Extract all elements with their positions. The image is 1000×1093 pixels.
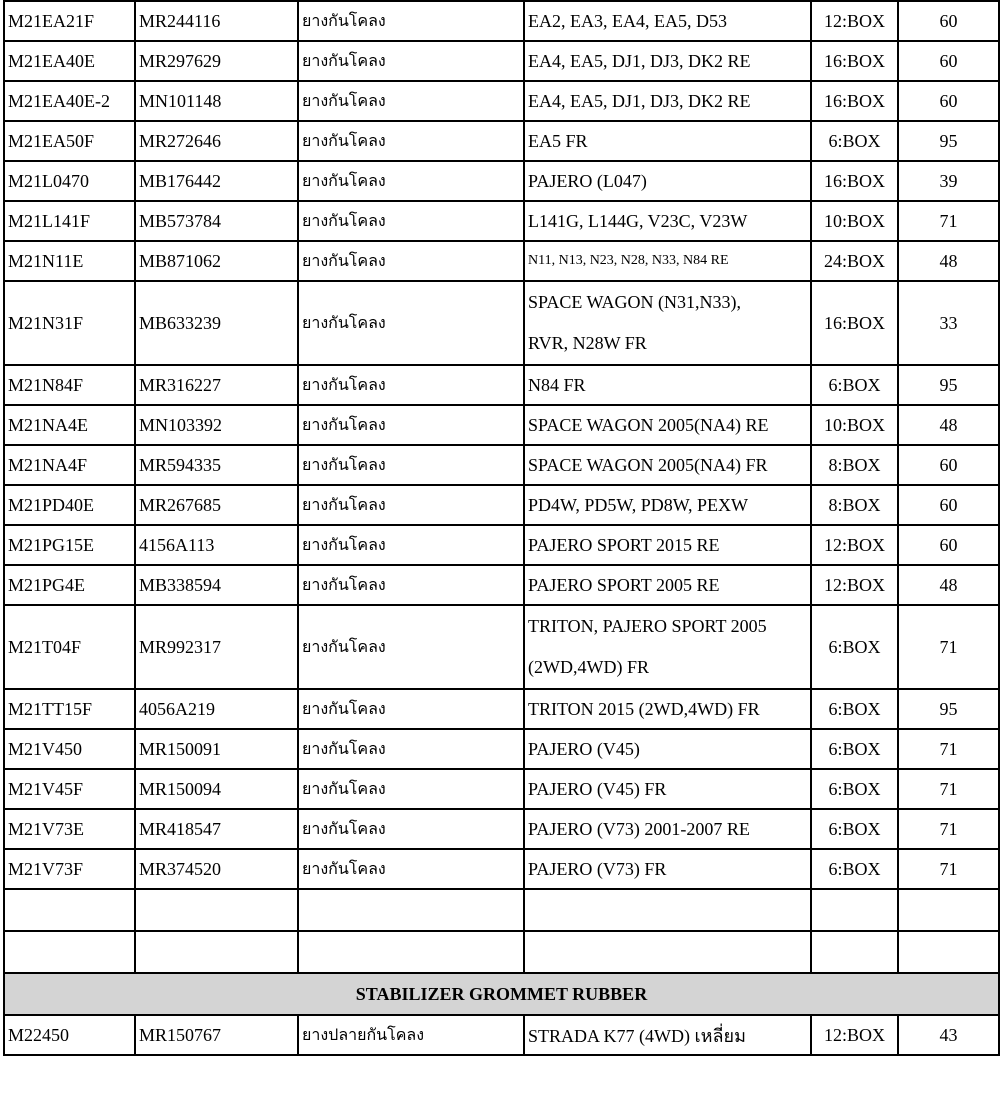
vehicle-model-cell — [524, 281, 811, 365]
part-number-cell: 4156A113 — [135, 525, 298, 565]
part-number-cell: MR992317 — [135, 605, 298, 689]
table-row — [4, 365, 999, 405]
vehicle-model-cell: L141G, L144G, V23C, V23W — [524, 201, 811, 241]
price-cell: 71 — [898, 849, 999, 889]
vehicle-model-cell: N84 FR — [524, 365, 811, 405]
table-row — [4, 605, 999, 689]
product-code-cell: M21PG15E — [4, 525, 135, 565]
table-row — [4, 121, 999, 161]
empty-cell — [811, 889, 898, 931]
pack-size-cell: 6:BOX — [811, 809, 898, 849]
pack-size-cell: 6:BOX — [811, 121, 898, 161]
pack-size-cell: 12:BOX — [811, 1, 898, 41]
vehicle-model-cell: N11, N13, N23, N28, N33, N84 RE — [524, 241, 811, 281]
vehicle-model-line: SPACE WAGON (N31,N33), — [528, 292, 742, 312]
part-number-cell: MR316227 — [135, 365, 298, 405]
part-number-cell: MB633239 — [135, 281, 298, 365]
table-row — [4, 809, 999, 849]
vehicle-model-line: (2WD,4WD) FR — [528, 657, 649, 677]
pack-size-cell: 12:BOX — [811, 1015, 898, 1055]
empty-cell — [811, 931, 898, 973]
vehicle-model-cell: EA4, EA5, DJ1, DJ3, DK2 RE — [524, 41, 811, 81]
product-code-cell: M21V45F — [4, 769, 135, 809]
table-row — [4, 769, 999, 809]
description-cell: ยางกันโคลง — [298, 41, 524, 81]
description-cell: ยางกันโคลง — [298, 605, 524, 689]
vehicle-model-cell: SPACE WAGON 2005(NA4) RE — [524, 405, 811, 445]
price-cell: 60 — [898, 1, 999, 41]
description-cell: ยางกันโคลง — [298, 365, 524, 405]
pack-size-cell: 16:BOX — [811, 161, 898, 201]
part-number-cell: MR267685 — [135, 485, 298, 525]
pack-size-cell: 12:BOX — [811, 565, 898, 605]
product-code-cell: M21V73E — [4, 809, 135, 849]
pack-size-cell: 6:BOX — [811, 729, 898, 769]
part-number-cell: MR594335 — [135, 445, 298, 485]
table-row — [4, 729, 999, 769]
pack-size-cell: 12:BOX — [811, 525, 898, 565]
vehicle-model-cell: SPACE WAGON 2005(NA4) FR — [524, 445, 811, 485]
part-number-cell: MR150091 — [135, 729, 298, 769]
description-cell: ยางกันโคลง — [298, 849, 524, 889]
table-row — [4, 1, 999, 41]
table-row — [4, 849, 999, 889]
part-number-cell: MR297629 — [135, 41, 298, 81]
part-number-cell: MR374520 — [135, 849, 298, 889]
part-number-cell: MR244116 — [135, 1, 298, 41]
price-cell: 71 — [898, 605, 999, 689]
description-cell: ยางปลายกันโคลง — [298, 1015, 524, 1055]
pack-size-cell: 8:BOX — [811, 485, 898, 525]
product-code-cell: M21EA21F — [4, 1, 135, 41]
product-code-cell: M21EA40E — [4, 41, 135, 81]
description-cell: ยางกันโคลง — [298, 1, 524, 41]
pack-size-cell: 24:BOX — [811, 241, 898, 281]
vehicle-model-cell: TRITON 2015 (2WD,4WD) FR — [524, 689, 811, 729]
product-code-cell: M21N31F — [4, 281, 135, 365]
description-cell: ยางกันโคลง — [298, 405, 524, 445]
section-header-row — [4, 973, 999, 1015]
empty-cell — [4, 931, 135, 973]
description-cell: ยางกันโคลง — [298, 241, 524, 281]
product-code-cell: M21NA4F — [4, 445, 135, 485]
parts-price-table — [3, 0, 1000, 1056]
vehicle-model-cell: STRADA K77 (4WD) เหลี่ยม — [524, 1015, 811, 1055]
description-cell: ยางกันโคลง — [298, 485, 524, 525]
table-row — [4, 565, 999, 605]
product-code-cell: M21N84F — [4, 365, 135, 405]
pack-size-cell: 6:BOX — [811, 849, 898, 889]
part-number-cell: MB573784 — [135, 201, 298, 241]
part-number-cell: MB176442 — [135, 161, 298, 201]
description-cell: ยางกันโคลง — [298, 121, 524, 161]
price-cell: 60 — [898, 445, 999, 485]
price-cell: 95 — [898, 121, 999, 161]
description-cell: ยางกันโคลง — [298, 565, 524, 605]
vehicle-model-cell: PAJERO SPORT 2005 RE — [524, 565, 811, 605]
part-number-cell: MR272646 — [135, 121, 298, 161]
price-cell: 71 — [898, 729, 999, 769]
vehicle-model-cell: EA5 FR — [524, 121, 811, 161]
price-cell: 71 — [898, 809, 999, 849]
description-cell: ยางกันโคลง — [298, 729, 524, 769]
price-cell: 60 — [898, 81, 999, 121]
part-number-cell: MB338594 — [135, 565, 298, 605]
price-cell: 39 — [898, 161, 999, 201]
product-code-cell: M21V450 — [4, 729, 135, 769]
part-number-cell: MR150094 — [135, 769, 298, 809]
table-row — [4, 41, 999, 81]
vehicle-model-cell: PAJERO SPORT 2015 RE — [524, 525, 811, 565]
description-cell: ยางกันโคลง — [298, 201, 524, 241]
product-code-cell: M21EA40E-2 — [4, 81, 135, 121]
section-title: STABILIZER GROMMET RUBBER — [4, 973, 999, 1015]
part-number-cell: MN101148 — [135, 81, 298, 121]
part-number-cell: MR418547 — [135, 809, 298, 849]
description-cell: ยางกันโคลง — [298, 81, 524, 121]
table-row — [4, 525, 999, 565]
table-row — [4, 1015, 999, 1055]
product-code-cell: M21L0470 — [4, 161, 135, 201]
pack-size-cell: 6:BOX — [811, 689, 898, 729]
product-code-cell: M21PG4E — [4, 565, 135, 605]
price-cell: 60 — [898, 485, 999, 525]
vehicle-model-line: RVR, N28W FR — [528, 333, 647, 353]
price-cell: 71 — [898, 201, 999, 241]
product-code-cell: M21L141F — [4, 201, 135, 241]
empty-cell — [298, 931, 524, 973]
table-row — [4, 201, 999, 241]
product-code-cell: M21NA4E — [4, 405, 135, 445]
pack-size-cell: 16:BOX — [811, 281, 898, 365]
vehicle-model-cell: PAJERO (V73) FR — [524, 849, 811, 889]
price-cell: 33 — [898, 281, 999, 365]
vehicle-model-cell: EA4, EA5, DJ1, DJ3, DK2 RE — [524, 81, 811, 121]
description-cell: ยางกันโคลง — [298, 161, 524, 201]
price-cell: 60 — [898, 41, 999, 81]
price-cell: 48 — [898, 241, 999, 281]
price-cell: 71 — [898, 769, 999, 809]
table-row — [4, 405, 999, 445]
pack-size-cell: 8:BOX — [811, 445, 898, 485]
vehicle-model-cell: PD4W, PD5W, PD8W, PEXW — [524, 485, 811, 525]
empty-cell — [135, 931, 298, 973]
description-cell: ยางกันโคลง — [298, 281, 524, 365]
price-cell: 43 — [898, 1015, 999, 1055]
price-cell: 95 — [898, 365, 999, 405]
table-row — [4, 689, 999, 729]
product-code-cell: M21V73F — [4, 849, 135, 889]
price-cell: 48 — [898, 405, 999, 445]
product-code-cell: M22450 — [4, 1015, 135, 1055]
empty-row — [4, 931, 999, 973]
table-row — [4, 281, 999, 365]
part-number-cell: 4056A219 — [135, 689, 298, 729]
table-row — [4, 161, 999, 201]
table-row — [4, 445, 999, 485]
price-cell: 95 — [898, 689, 999, 729]
vehicle-model-cell: PAJERO (V45) FR — [524, 769, 811, 809]
description-cell: ยางกันโคลง — [298, 769, 524, 809]
pack-size-cell: 16:BOX — [811, 81, 898, 121]
description-cell: ยางกันโคลง — [298, 525, 524, 565]
description-cell: ยางกันโคลง — [298, 689, 524, 729]
product-code-cell: M21TT15F — [4, 689, 135, 729]
product-code-cell: M21T04F — [4, 605, 135, 689]
vehicle-model-cell: PAJERO (L047) — [524, 161, 811, 201]
empty-cell — [135, 889, 298, 931]
table-row — [4, 485, 999, 525]
product-code-cell: M21N11E — [4, 241, 135, 281]
part-number-cell: MB871062 — [135, 241, 298, 281]
empty-cell — [524, 931, 811, 973]
empty-cell — [898, 889, 999, 931]
part-number-cell: MR150767 — [135, 1015, 298, 1055]
vehicle-model-cell: EA2, EA3, EA4, EA5, D53 — [524, 1, 811, 41]
table-body — [4, 1, 999, 1055]
pack-size-cell: 16:BOX — [811, 41, 898, 81]
vehicle-model-cell: PAJERO (V45) — [524, 729, 811, 769]
empty-cell — [298, 889, 524, 931]
empty-row — [4, 889, 999, 931]
vehicle-model-cell — [524, 605, 811, 689]
vehicle-model-line: TRITON, PAJERO SPORT 2005 — [528, 616, 767, 636]
price-cell: 60 — [898, 525, 999, 565]
table-row — [4, 241, 999, 281]
empty-cell — [524, 889, 811, 931]
pack-size-cell: 10:BOX — [811, 201, 898, 241]
pack-size-cell: 6:BOX — [811, 365, 898, 405]
empty-cell — [898, 931, 999, 973]
pack-size-cell: 10:BOX — [811, 405, 898, 445]
pack-size-cell: 6:BOX — [811, 769, 898, 809]
vehicle-model-cell: PAJERO (V73) 2001-2007 RE — [524, 809, 811, 849]
empty-cell — [4, 889, 135, 931]
table-row — [4, 81, 999, 121]
product-code-cell: M21EA50F — [4, 121, 135, 161]
price-cell: 48 — [898, 565, 999, 605]
description-cell: ยางกันโคลง — [298, 445, 524, 485]
description-cell: ยางกันโคลง — [298, 809, 524, 849]
product-code-cell: M21PD40E — [4, 485, 135, 525]
pack-size-cell: 6:BOX — [811, 605, 898, 689]
part-number-cell: MN103392 — [135, 405, 298, 445]
